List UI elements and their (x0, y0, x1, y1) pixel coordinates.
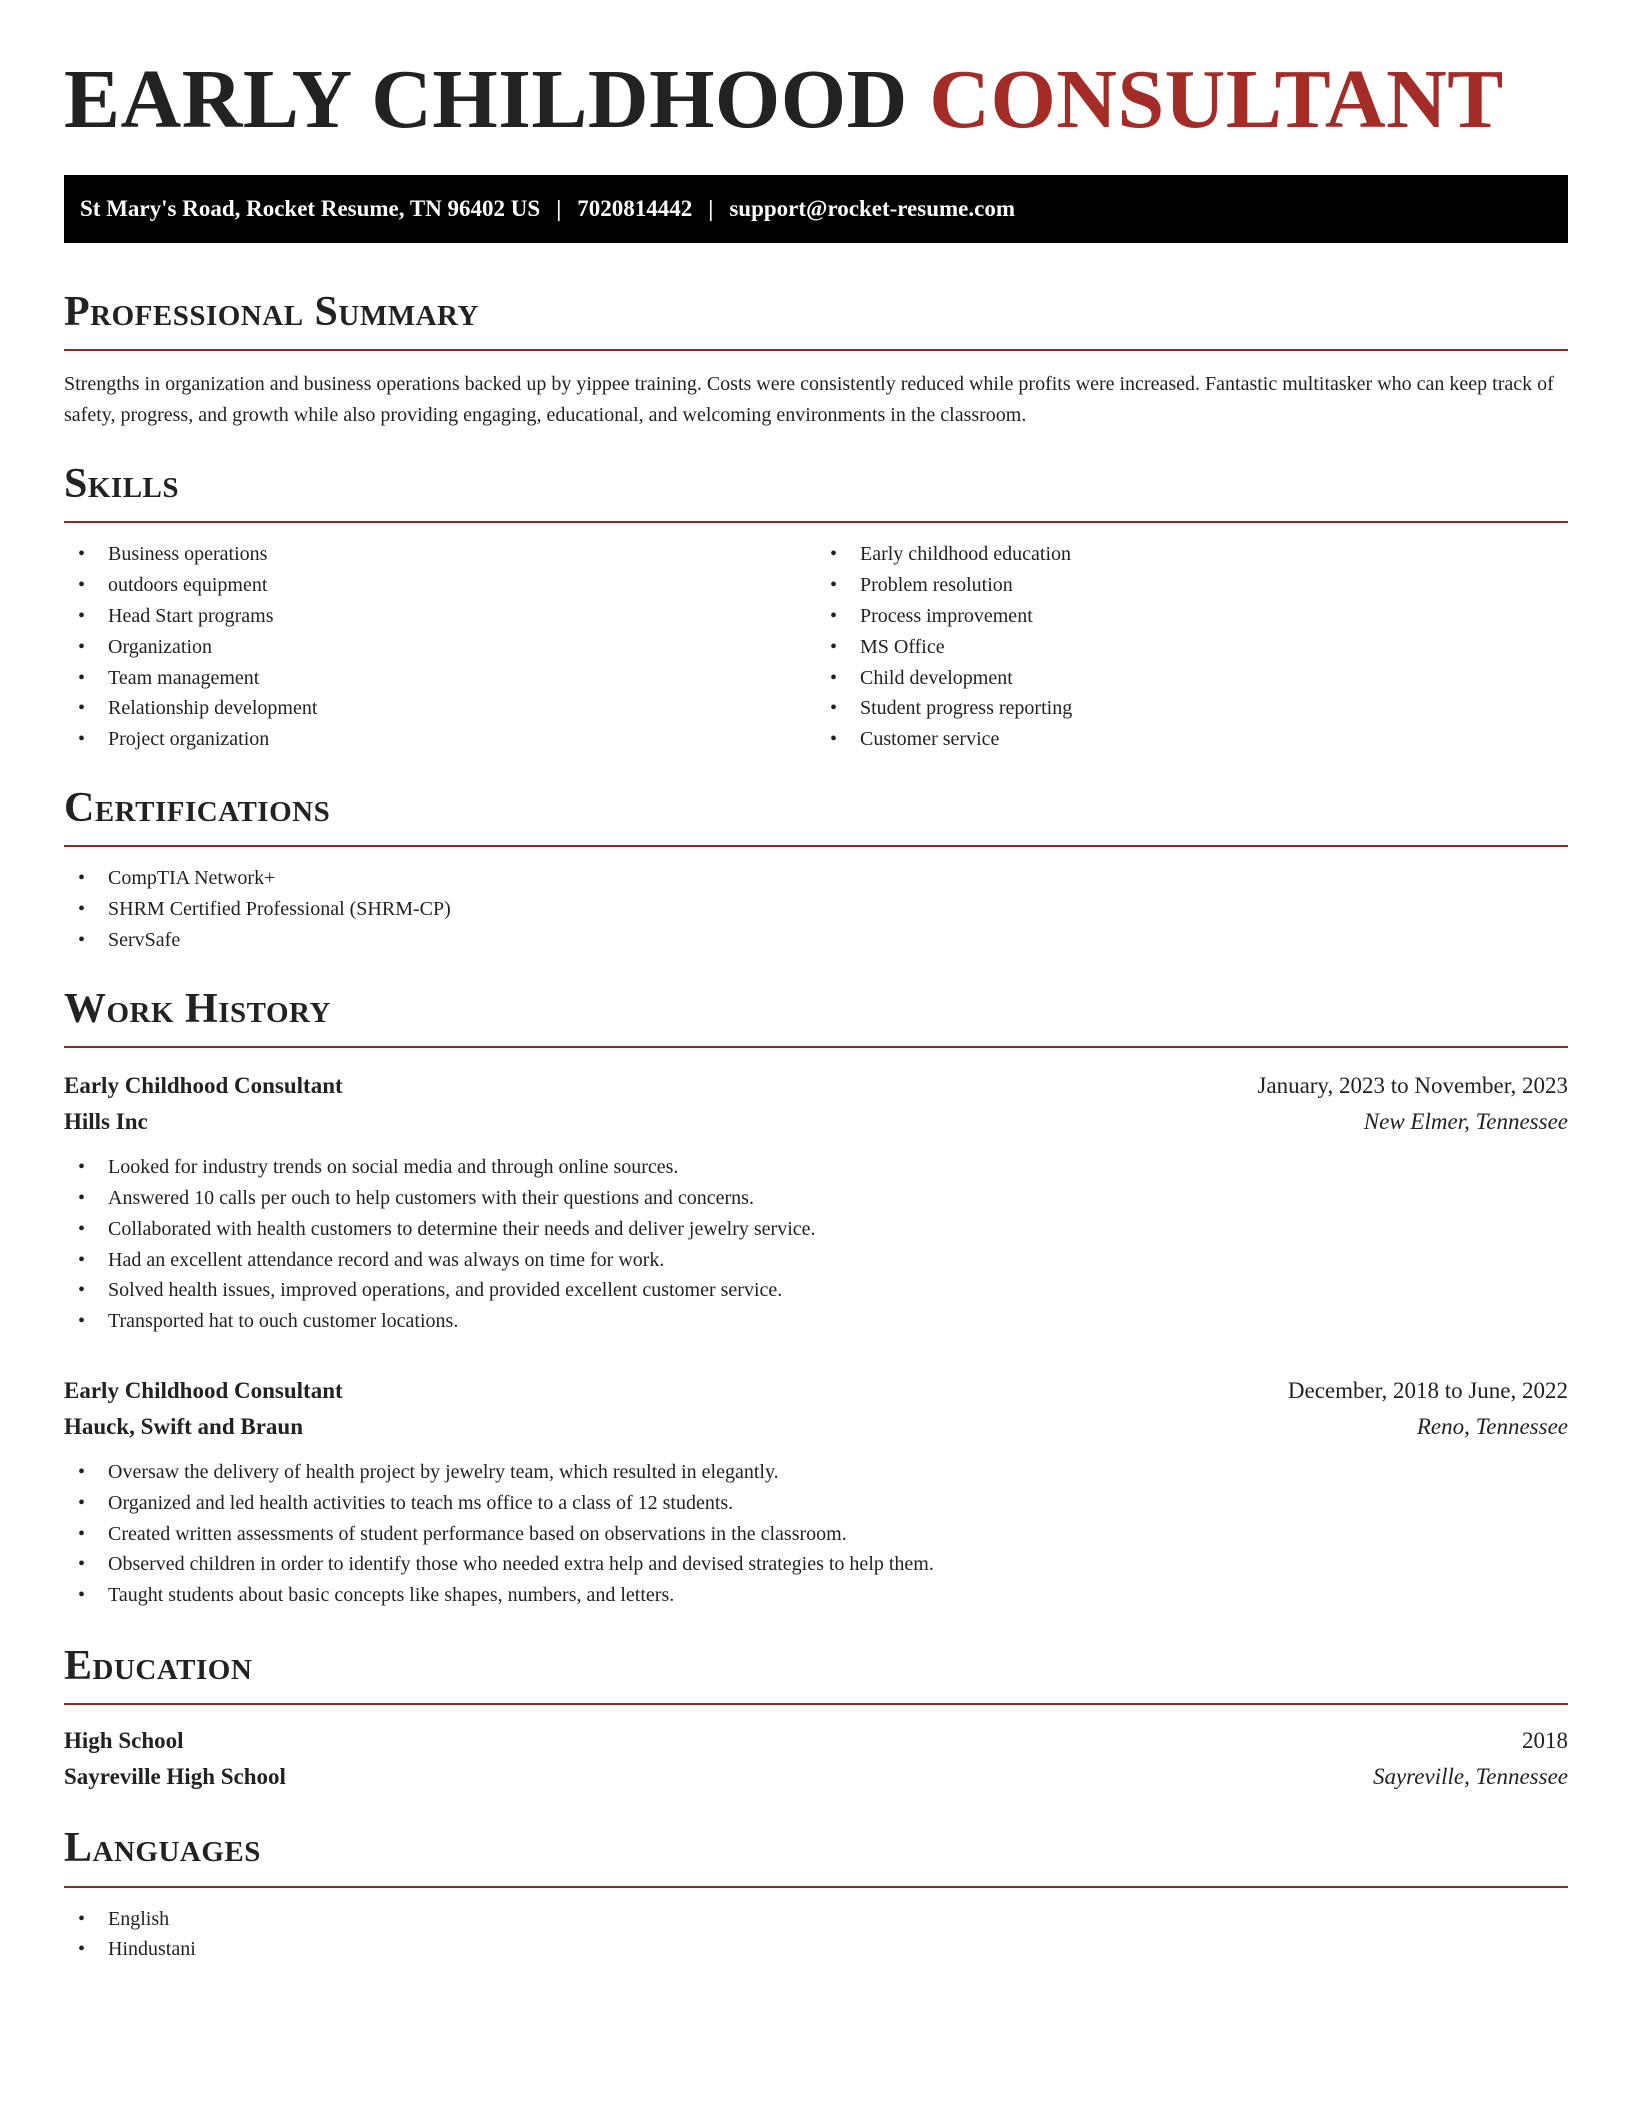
job-bullet: • Created written assessments of student performance based on observations in the classroom. (64, 1519, 1568, 1550)
skills-title: Skills (64, 459, 1568, 523)
skill-item: • Head Start programs (64, 601, 816, 632)
job-location: Reno, Tennessee (1416, 1413, 1568, 1439)
name-part-1: EARLY CHILDHOOD (64, 53, 908, 146)
skills-section (64, 459, 1568, 755)
job-company: Hills Inc (64, 1109, 148, 1135)
resume-name (64, 52, 1568, 149)
education-school: Sayreville High School (64, 1764, 286, 1790)
certifications-title: Certifications (64, 783, 1568, 847)
education-entry (64, 1723, 1568, 1795)
contact-bar (64, 175, 1568, 243)
skills-columns (64, 523, 1568, 755)
languages-list (64, 1904, 1568, 1966)
job-bullet: • Answered 10 calls per ouch to help customers with their questions and concerns. (64, 1183, 1568, 1214)
job-location: New Elmer, Tennessee (1363, 1109, 1568, 1135)
skill-item: • Early childhood education (816, 539, 1568, 570)
certification-item: • CompTIA Network+ (64, 863, 1568, 894)
job-bullet: • Collaborated with health customers to determine their needs and deliver jewelry service. (64, 1214, 1568, 1245)
job-header-row (64, 1068, 1568, 1104)
job-company-row (64, 1409, 1568, 1445)
education-year: 2018 (1522, 1728, 1568, 1754)
job-bullet: • Had an excellent attendance record and was always on time for work. (64, 1245, 1568, 1276)
education-degree: High School (64, 1728, 184, 1754)
job-company-row (64, 1104, 1568, 1140)
skill-item: • Child development (816, 663, 1568, 694)
skill-item: • Student progress reporting (816, 693, 1568, 724)
languages-section (64, 1823, 1568, 1965)
job-bullet: • Taught students about basic concepts like shapes, numbers, and letters. (64, 1580, 1568, 1611)
job-bullets (64, 1457, 1568, 1611)
education-section (64, 1641, 1568, 1795)
job-role: Early Childhood Consultant (64, 1073, 343, 1099)
languages-title: Languages (64, 1823, 1568, 1887)
skill-item: • Business operations (64, 539, 816, 570)
job-bullet: • Observed children in order to identify those who needed extra help and devised strategies to help them. (64, 1549, 1568, 1580)
name-part-2: CONSULTANT (929, 53, 1504, 146)
skill-item: • outdoors equipment (64, 570, 816, 601)
education-location: Sayreville, Tennessee (1372, 1764, 1568, 1790)
contact-address: St Mary's Road, Rocket Resume, TN 96402 US (80, 195, 541, 221)
job-bullet: • Looked for industry trends on social media and through online sources. (64, 1152, 1568, 1183)
certifications-list (64, 863, 1568, 955)
skill-item: • MS Office (816, 632, 1568, 663)
skills-list-left (64, 539, 816, 755)
certifications-section (64, 783, 1568, 956)
skill-item: • Problem resolution (816, 570, 1568, 601)
job-bullets (64, 1152, 1568, 1337)
certification-item: • SHRM Certified Professional (SHRM-CP) (64, 894, 1568, 925)
skill-item: • Relationship development (64, 693, 816, 724)
job-entry (64, 1068, 1568, 1337)
job-bullet: • Organized and led health activities to teach ms office to a class of 12 students. (64, 1488, 1568, 1519)
job-bullet: • Transported hat to ouch customer locations. (64, 1306, 1568, 1337)
job-role: Early Childhood Consultant (64, 1377, 343, 1403)
job-company: Hauck, Swift and Braun (64, 1413, 304, 1439)
language-item: • Hindustani (64, 1934, 1568, 1965)
skill-item: • Process improvement (816, 601, 1568, 632)
skill-item: • Team management (64, 663, 816, 694)
skill-item: • Organization (64, 632, 816, 663)
job-entry (64, 1373, 1568, 1611)
summary-title: Professional Summary (64, 287, 1568, 351)
contact-phone: 7020814442 (577, 195, 693, 221)
job-bullet: • Solved health issues, improved operations, and provided excellent customer service. (64, 1275, 1568, 1306)
job-dates: December, 2018 to June, 2022 (1287, 1377, 1568, 1403)
certification-item: • ServSafe (64, 925, 1568, 956)
work-history-section (64, 984, 1568, 1611)
contact-separator: | (556, 195, 562, 221)
contact-email: support@rocket-resume.com (729, 195, 1015, 221)
education-school-row (64, 1759, 1568, 1795)
skills-list-right (816, 539, 1568, 755)
job-header-row (64, 1373, 1568, 1409)
contact-separator: | (708, 195, 714, 221)
education-header-row (64, 1723, 1568, 1759)
job-dates: January, 2023 to November, 2023 (1257, 1073, 1568, 1099)
skill-item: • Project organization (64, 724, 816, 755)
work-history-title: Work History (64, 984, 1568, 1048)
skill-item: • Customer service (816, 724, 1568, 755)
summary-section (64, 287, 1568, 431)
language-item: • English (64, 1904, 1568, 1935)
summary-text: Strengths in organization and business operations backed up by yippee training. Costs were consistently reduced while profits were increased. Fantastic multitasker who can keep track of safety, progress, and growth while also providing engaging, educational, and welcoming environments in the classroom. (64, 372, 1554, 426)
job-bullet: • Oversaw the delivery of health project by jewelry team, which resulted in elegantly. (64, 1457, 1568, 1488)
education-title: Education (64, 1641, 1568, 1705)
